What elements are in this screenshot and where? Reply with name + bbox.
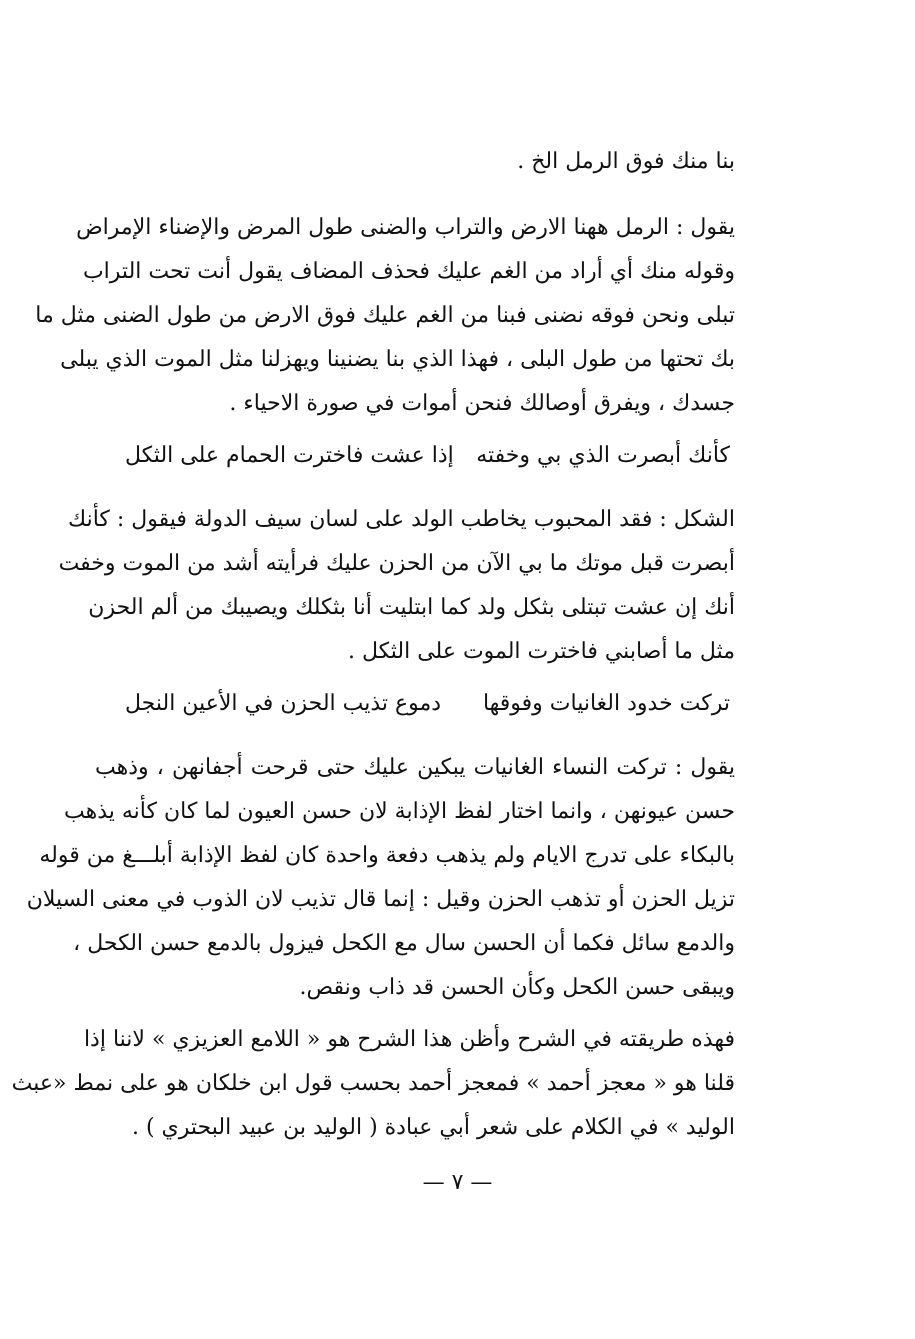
verse-2 bbox=[125, 682, 730, 726]
paragraph-line: ويبقى حسن الكحل وكأن الحسن قد ذاب ونقص. bbox=[299, 975, 735, 1000]
commentary-paragraph-4 bbox=[11, 1018, 735, 1150]
verse-1 bbox=[125, 434, 730, 478]
paragraph-line: مثل ما أصابني فاخترت الموت على الثكل . bbox=[347, 639, 735, 664]
paragraph-line: بك تحتها من طول البلى ، فهذا الذي بنا يضنينا ويهزلنا مثل الموت الذي يبلى bbox=[60, 347, 735, 372]
paragraph-line: والدمع سائل فكما أن الحسن سال مع الكحل فيزول بالدمع حسن الكحل ، bbox=[73, 931, 735, 956]
paragraph-line: بالبكاء على تدرج الايام ولم يذهب دفعة واحدة كان لفظ الإذابة أبلـــغ من قوله bbox=[39, 843, 735, 868]
verse-first-hemistich: تركت خدود الغانيات وفوقها bbox=[482, 691, 730, 716]
paragraph-line: وقوله منك أي أراد من الغم عليك فحذف المضاف يقول أنت تحت التراب bbox=[82, 259, 735, 284]
paragraph-line: فهذه طريقته في الشرح وأظن هذا الشرح هو « اللامع العزيزي » لاننا إذا bbox=[83, 1027, 735, 1052]
paragraph-line: حسن عيونهن ، وانما اختار لفظ الإذابة لان حسن العيون لما كان كأنه يذهب bbox=[64, 799, 735, 824]
paragraph-line: قلنا هو « معجز أحمد » فمعجز أحمد بحسب قول ابن خلكان هو على نمط «عبث bbox=[11, 1071, 735, 1096]
paragraph-line: جسدك ، ويفرق أوصالك فنحن أموات في صورة الاحياء . bbox=[229, 391, 735, 416]
paragraph-line: يقول : تركت النساء الغانيات يبكين عليك حتى قرحت أجفانهن ، وذهب bbox=[95, 755, 735, 780]
verse-first-hemistich: كأنك أبصرت الذي بي وخفته bbox=[476, 443, 730, 468]
paragraph-line: تبلى ونحن فوقه نضنى فبنا من الغم عليك فوق الارض من طول الضنى مثل ما bbox=[35, 303, 735, 328]
paragraph-line: الشكل : فقد المحبوب يخاطب الولد على لسان سيف الدولة فيقول : كأنك bbox=[68, 507, 735, 532]
commentary-paragraph-1 bbox=[35, 206, 735, 426]
paragraph-line: يقول : الرمل ههنا الارض والتراب والضنى طول المرض والإضناء الإمراض bbox=[76, 215, 735, 240]
verse-second-hemistich: إذا عشت فاخترت الحمام على الثكل bbox=[125, 443, 454, 468]
opening-line: بنا منك فوق الرمل الخ . bbox=[517, 149, 735, 174]
paragraph-line: تزيل الحزن أو تذهب الحزن وقيل : إنما قال تذيب لان الذوب في معنى السيلان bbox=[26, 887, 735, 912]
paragraph-line: الوليد » في الكلام على شعر أبي عبادة ( الوليد بن عبيد البحتري ) . bbox=[131, 1115, 735, 1140]
paragraph-line: أنك إن عشت تبتلى بثكل ولد كما ابتليت أنا بثكلك ويصيبك من ألم الحزن bbox=[88, 595, 735, 620]
commentary-paragraph-3 bbox=[26, 746, 735, 1010]
page-number: — ٧ — bbox=[422, 1170, 493, 1195]
verse-second-hemistich: دموع تذيب الحزن في الأعين النجل bbox=[125, 691, 442, 716]
paragraph-line: أبصرت قبل موتك ما بي الآن من الحزن عليك فرأيته أشد من الموت وخفت bbox=[58, 551, 735, 576]
commentary-paragraph-2 bbox=[58, 498, 735, 674]
